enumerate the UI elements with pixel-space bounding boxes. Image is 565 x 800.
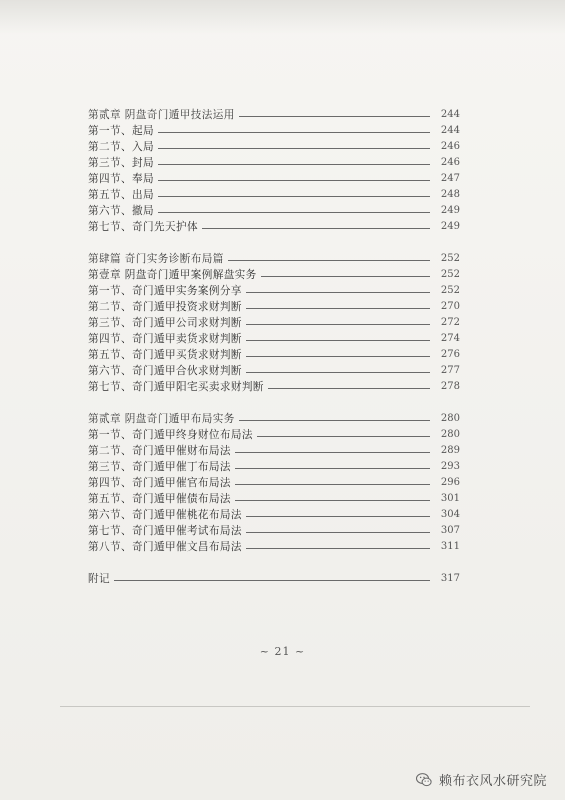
toc-entry [88, 411, 460, 427]
toc-entry-title: 第三节、奇门遁甲公司求财判断 [88, 317, 242, 329]
toc-entry-page: 280 [440, 413, 460, 424]
toc-entry-page: 289 [440, 445, 460, 456]
toc-leader-line [235, 452, 430, 453]
toc-entry-title: 第六节、撤局 [88, 205, 154, 217]
toc-leader-line [246, 372, 430, 373]
toc-leader-line [246, 324, 430, 325]
toc-entry [88, 523, 460, 539]
toc-entry-title: 第一节、奇门遁甲终身财位布局法 [88, 429, 253, 441]
toc-entry-title: 第四节、奇门遁甲催官布局法 [88, 477, 231, 489]
toc-entry-title: 第五节、奇门遁甲买货求财判断 [88, 349, 242, 361]
toc-entry-page: 317 [440, 573, 460, 584]
toc-entry-title: 第贰章 阴盘奇门遁甲技法运用 [88, 109, 235, 121]
toc-entry-title: 第六节、奇门遁甲催桃花布局法 [88, 509, 242, 521]
toc-entry [88, 299, 460, 315]
toc-entry [88, 491, 460, 507]
toc-entry-page: 252 [440, 285, 460, 296]
toc-entry-page: 307 [440, 525, 460, 536]
toc-entry-title: 第贰章 阴盘奇门遁甲布局实务 [88, 413, 235, 425]
toc-entry-title: 第七节、奇门先天护体 [88, 221, 198, 233]
toc-entry-page: 276 [440, 349, 460, 360]
toc-leader-line [246, 340, 430, 341]
toc-entry-page: 244 [440, 125, 460, 136]
toc-entry-page: 293 [440, 461, 460, 472]
toc-leader-line [235, 468, 430, 469]
toc-entry [88, 219, 460, 235]
toc-entry-page: 247 [440, 173, 460, 184]
toc-entry [88, 379, 460, 395]
page-top-shadow [0, 0, 565, 34]
toc-entry [88, 459, 460, 475]
bottom-rule [60, 706, 530, 707]
toc-entry-title: 第七节、奇门遁甲阳宅买卖求财判断 [88, 381, 264, 393]
toc-entry-page: 301 [440, 493, 460, 504]
toc-entry-page: 248 [440, 189, 460, 200]
toc-entry-title: 第四节、奉局 [88, 173, 154, 185]
toc-entry [88, 507, 460, 523]
toc-entry [88, 347, 460, 363]
watermark-text: 赖布衣风水研究院 [438, 774, 547, 789]
toc-entry-title: 附记 [88, 573, 110, 585]
toc-entry-page: 252 [440, 253, 460, 264]
toc-entry-page: 280 [440, 429, 460, 440]
toc-leader-line [239, 116, 430, 117]
toc-leader-line [158, 196, 430, 197]
toc-entry [88, 139, 460, 155]
toc-entry [88, 267, 460, 283]
toc-leader-line [235, 484, 430, 485]
toc-entry-page: 246 [440, 141, 460, 152]
toc-entry-title: 第壹章 阴盘奇门遁甲案例解盘实务 [88, 269, 257, 281]
toc-leader-line [114, 580, 430, 581]
toc-entry-page: 244 [440, 109, 460, 120]
toc-entry-title: 第一节、奇门遁甲实务案例分享 [88, 285, 242, 297]
toc-group [88, 107, 460, 235]
toc-entry [88, 475, 460, 491]
toc-entry [88, 107, 460, 123]
toc-entry-page: 249 [440, 205, 460, 216]
toc-entry-title: 第三节、奇门遁甲催丁布局法 [88, 461, 231, 473]
toc-entry-title: 第一节、起局 [88, 125, 154, 137]
watermark [415, 770, 547, 789]
toc-entry [88, 171, 460, 187]
toc-leader-line [246, 548, 430, 549]
toc-entry-title: 第七节、奇门遁甲催考试布局法 [88, 525, 242, 537]
toc-entry-page: 278 [440, 381, 460, 392]
toc-entry [88, 571, 460, 587]
toc-entry-title: 第八节、奇门遁甲催文昌布局法 [88, 541, 242, 553]
toc-leader-line [158, 148, 430, 149]
toc-entry-title: 第六节、奇门遁甲合伙求财判断 [88, 365, 242, 377]
toc-leader-line [246, 292, 430, 293]
toc-entry [88, 123, 460, 139]
toc-entry-title: 第五节、出局 [88, 189, 154, 201]
toc-entry-page: 296 [440, 477, 460, 488]
toc-entry [88, 539, 460, 555]
toc-group [88, 411, 460, 555]
toc-leader-line [158, 180, 430, 181]
wechat-icon [415, 771, 433, 789]
toc-entry-page: 272 [440, 317, 460, 328]
toc-entry-page: 252 [440, 269, 460, 280]
toc-entry-page: 274 [440, 333, 460, 344]
toc-entry-title: 第三节、封局 [88, 157, 154, 169]
toc-entry-title: 第四节、奇门遁甲卖货求财判断 [88, 333, 242, 345]
toc-entry [88, 155, 460, 171]
toc-entry [88, 315, 460, 331]
toc-leader-line [158, 164, 430, 165]
toc-leader-line [239, 420, 430, 421]
toc-leader-line [158, 212, 430, 213]
toc-leader-line [246, 308, 430, 309]
toc-leader-line [268, 388, 430, 389]
toc-leader-line [158, 132, 430, 133]
toc-group [88, 251, 460, 395]
toc-entry [88, 443, 460, 459]
toc-entry [88, 331, 460, 347]
toc-entry [88, 283, 460, 299]
toc-entry-page: 304 [440, 509, 460, 520]
toc-leader-line [246, 516, 430, 517]
table-of-contents [88, 107, 460, 603]
toc-leader-line [246, 532, 430, 533]
toc-entry-title: 第五节、奇门遁甲催债布局法 [88, 493, 231, 505]
toc-entry-page: 270 [440, 301, 460, 312]
toc-entry-page: 246 [440, 157, 460, 168]
toc-leader-line [261, 276, 430, 277]
toc-entry-title: 第二节、入局 [88, 141, 154, 153]
toc-entry-title: 第肆篇 奇门实务诊断布局篇 [88, 253, 224, 265]
toc-entry [88, 363, 460, 379]
toc-group [88, 571, 460, 587]
toc-entry [88, 187, 460, 203]
page-number: ~ 21 ~ [259, 645, 306, 658]
toc-entry-page: 249 [440, 221, 460, 232]
toc-leader-line [257, 436, 430, 437]
toc-entry-title: 第二节、奇门遁甲投资求财判断 [88, 301, 242, 313]
toc-leader-line [235, 500, 430, 501]
toc-leader-line [202, 228, 430, 229]
toc-entry-page: 277 [440, 365, 460, 376]
toc-entry [88, 203, 460, 219]
toc-entry-page: 311 [440, 541, 460, 552]
toc-entry [88, 251, 460, 267]
toc-entry-title: 第二节、奇门遁甲催财布局法 [88, 445, 231, 457]
toc-entry [88, 427, 460, 443]
toc-leader-line [246, 356, 430, 357]
toc-leader-line [228, 260, 430, 261]
